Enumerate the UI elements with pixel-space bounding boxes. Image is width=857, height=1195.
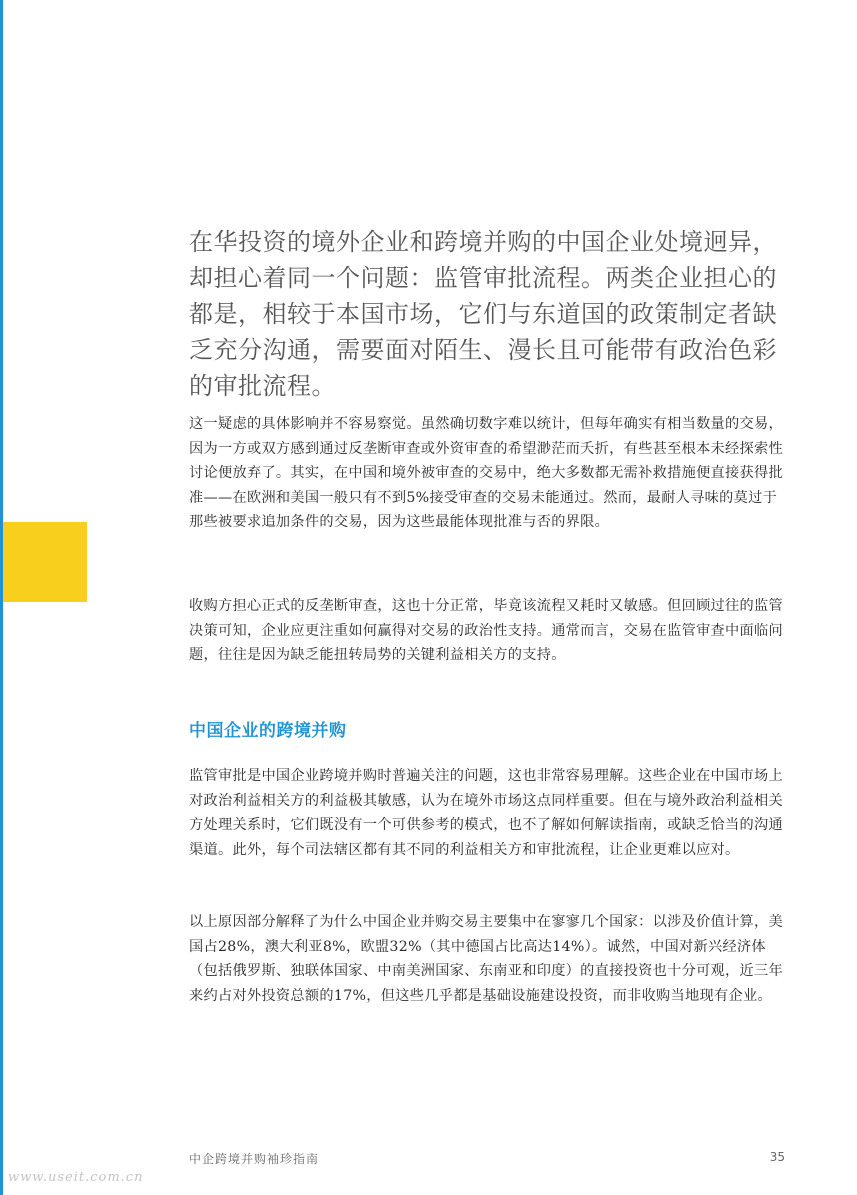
- body-paragraph-2: 收购方担心正式的反垄断审查，这也十分正常，毕竟该流程又耗时又敏感。但回顾过往的监管决策可知，企业应更注重如何赢得对交易的政治性支持。通常而言，交易在监管审查中面临问题，往往是因为缺乏能扭转局势的关键利益相关方的支持。: [189, 598, 783, 663]
- section-heading: 中国企业的跨境并购: [189, 721, 347, 741]
- page-number: 35: [769, 1150, 785, 1164]
- watermark-text: www.useit.com.cn: [8, 1170, 144, 1185]
- lead-paragraph: 在华投资的境外企业和跨境并购的中国企业处境迥异，却担心着同一个问题：监管审批流程。两类企业担心的都是，相较于本国市场，它们与东道国的政策制定者缺乏充分沟通，需要面对陌生、漫长且可能带有政治色彩的审批流程。: [189, 228, 777, 400]
- body-paragraph-3: 监管审批是中国企业跨境并购时普遍关注的问题，这也非常容易理解。这些企业在中国市场上对政治利益相关方的利益极其敏感，认为在境外市场这点同样重要。但在与境外政治利益相关方处理关系时，它们既没有一个可供参考的模式，也不了解如何解读指南，或缺乏恰当的沟通渠道。此外，每个司法辖区都有其不同的利益相关方和审批流程，让企业更难以应对。: [189, 768, 783, 858]
- body-paragraph-1: 这一疑虑的具体影响并不容易察觉。虽然确切数字难以统计，但每年确实有相当数量的交易，因为一方或双方感到通过反垄断审查或外资审查的希望渺茫而夭折，有些甚至根本未经探索性讨论便放弃了。其实，在中国和境外被审查的交易中，绝大多数都无需补救措施便直接获得批准——在欧洲和美国一般只有不到5%接受审查的交易未能通过。然而，最耐人寻味的莫过于那些被要求追加条件的交易，因为这些最能体现批准与否的界限。: [189, 416, 783, 530]
- footer-title: 中企跨境并购袖珍指南: [189, 1152, 320, 1166]
- body-paragraph-4: 以上原因部分解释了为什么中国企业并购交易主要集中在寥寥几个国家：以涉及价值计算，美国占28%，澳大利亚8%，欧盟32%（其中德国占比高达14%）。诚然，中国对新兴经济体（包括俄罗斯、独联体国家、中南美洲国家、东南亚和印度）的直接投资也十分可观，近三年来约占对外投资总额的17%，但这些几乎都是基础设施建设投资，而非收购当地现有企业。: [189, 914, 783, 1004]
- yellow-accent-block: [3, 522, 87, 602]
